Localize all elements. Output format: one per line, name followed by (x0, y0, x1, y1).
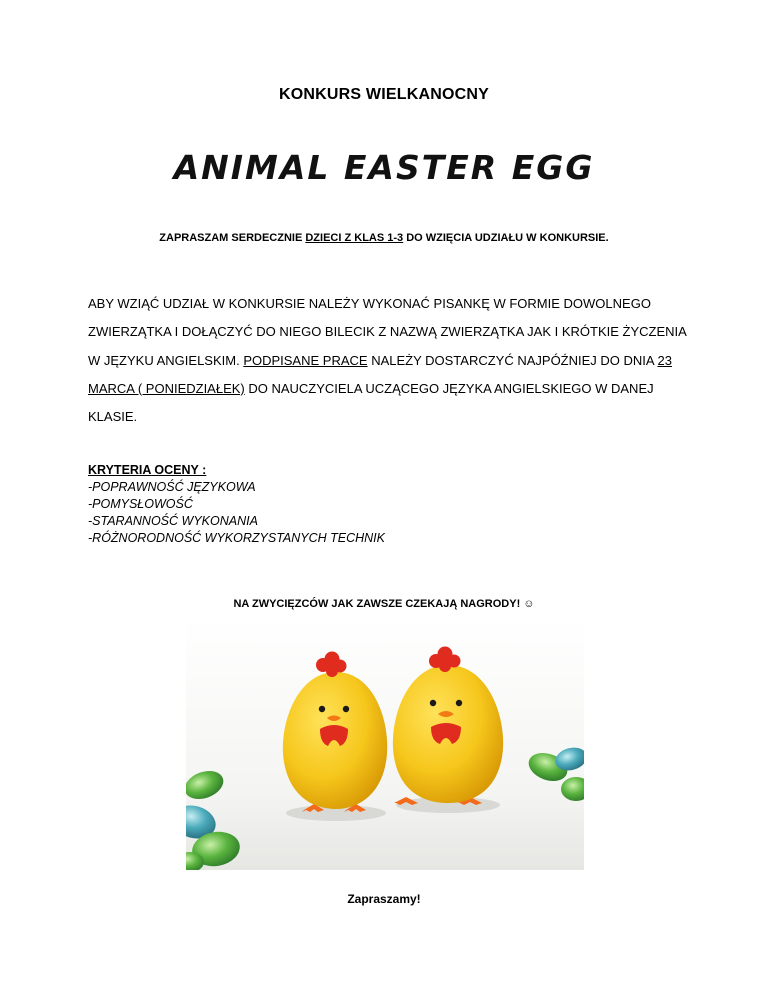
rules-text: NALEŻY DOSTARCZYĆ NAJPÓŹNIEJ DO DNIA (367, 352, 658, 368)
rules-paragraph (88, 290, 688, 431)
criteria-item: -RÓŻNORODNOŚĆ WYKORZYSTANYCH TECHNIK (88, 531, 385, 545)
invitation-text-start: ZAPRASZAM SERDECZNIE (159, 232, 306, 244)
prize-line: NA ZWYCIĘZCÓW JAK ZAWSZE CZEKAJĄ NAGRODY! ☺ (233, 598, 535, 610)
invitation-line (0, 232, 768, 244)
contest-title: ANIMAL EASTER EGG (173, 148, 595, 187)
rules-text: W JĘZYKU ANGIELSKIM. (88, 352, 244, 368)
signed-works-emphasis: PODPISANE PRACE (243, 352, 368, 368)
easter-chicks-photo (186, 617, 584, 870)
contest-heading: KONKURS WIELKANOCNY (278, 86, 490, 103)
deadline-month: MARCA ( PONIEDZIAŁEK) (88, 380, 245, 396)
criteria-title: KRYTERIA OCENY : (88, 463, 207, 477)
criteria-item: -STARANNOŚĆ WYKONANIA (88, 514, 258, 528)
rules-line (88, 375, 688, 403)
criteria-item: -POPRAWNOŚĆ JĘZYKOWA (88, 480, 256, 494)
deadline-day: 23 (657, 352, 672, 368)
rules-text: DO NAUCZYCIELA UCZĄCEGO JĘZYKA ANGIELSKIEGO W DANEJ (244, 380, 654, 396)
rules-line: ZWIERZĄTKA I DOŁĄCZYĆ DO NIEGO BILECIK Z NAZWĄ ZWIERZĄTKA JAK I KRÓTKIE ŻYCZENIA (88, 324, 687, 340)
closing-line: Zapraszamy! (347, 892, 421, 906)
invitation-text-end: DO WZIĘCIA UDZIAŁU W KONKURSIE. (403, 232, 609, 244)
invitation-target-group: DZIECI Z KLAS 1-3 (305, 232, 404, 244)
rules-line: KLASIE. (88, 409, 138, 425)
rules-line: ABY WZIĄĆ UDZIAŁ W KONKURSIE NALEŻY WYKONAĆ PISANKĘ W FORMIE DOWOLNEGO (88, 296, 651, 311)
criteria-list (88, 462, 588, 547)
rules-line (88, 347, 688, 375)
criteria-item: -POMYSŁOWOŚĆ (88, 497, 193, 511)
